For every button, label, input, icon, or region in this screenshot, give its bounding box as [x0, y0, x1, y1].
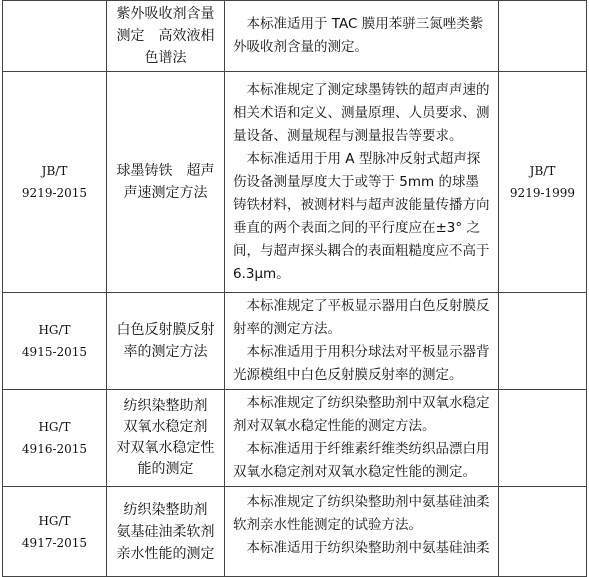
scope-paragraph: 本标准适用于纺织染整助剂中氨基硅油柔 — [246, 540, 490, 556]
standard-code: HG/T — [38, 323, 71, 337]
replaced-standard-cell — [499, 293, 587, 390]
standard-name-line: 纺织染整助剂 — [123, 501, 208, 518]
scope-paragraph: 本标准适用于 TAC 膜用苯骈三氮唑类紫外吸收剂含量的测定。 — [233, 16, 484, 55]
scope-paragraph: 本标准适用于纤维素纤维类纺织品漂白用双氧水稳定剂对双氧水稳定性能的测定。 — [233, 441, 490, 480]
standard-year: 9219-2015 — [21, 186, 88, 200]
standard-scope-cell — [225, 72, 499, 293]
standard-year: 4917-2015 — [21, 535, 88, 550]
table-row — [3, 390, 587, 487]
standard-name-line: 氨基硅油柔软剂 — [116, 523, 215, 540]
standard-name-cell — [107, 293, 225, 390]
standard-code: HG/T — [38, 420, 71, 434]
standard-scope-cell — [225, 293, 499, 390]
standard-name-line: 率的测定方法 — [123, 344, 208, 360]
standard-name-line: 能的测定 — [137, 461, 194, 477]
table-row — [3, 487, 587, 577]
standard-name-line: 紫外吸收剂含量 — [116, 6, 215, 22]
standard-code: HG/T — [38, 513, 71, 528]
standard-name-cell — [107, 72, 225, 293]
scope-paragraph: 本标准规定了纺织染整助剂中氨基硅油柔软剂亲水性能测定的试验方法。 — [233, 494, 490, 533]
standard-scope-cell — [225, 390, 499, 487]
standard-code: JB/T — [41, 164, 68, 178]
standard-name-cell — [107, 390, 225, 487]
replaced-standard-cell — [499, 1, 587, 72]
standard-name-line: 亲水性能的测定 — [116, 545, 215, 562]
standard-name-line: 声速测定方法 — [123, 185, 208, 201]
table-row — [3, 72, 587, 293]
standard-code-cell — [3, 390, 107, 487]
standard-year: 4916-2015 — [21, 442, 88, 456]
standard-name-cell — [107, 487, 225, 577]
replaced-standard-cell — [499, 487, 587, 577]
standards-table — [2, 0, 587, 577]
standard-code-cell — [3, 487, 107, 577]
scope-paragraph: 本标准规定了纺织染整助剂中双氧水稳定剂对双氧水稳定性能的测定方法。 — [233, 395, 490, 434]
table-row — [3, 293, 587, 390]
standard-name-line: 纺织染整助剂 — [123, 398, 208, 414]
standard-scope-cell — [225, 487, 499, 577]
standard-code-cell — [3, 1, 107, 72]
standard-scope-cell — [225, 1, 499, 72]
scope-paragraph: 本标准适用于用积分球法对平板显示器背光源模组中白色反射膜反射率的测定。 — [233, 344, 490, 383]
scope-paragraph: 本标准适用于用 A 型脉冲反射式超声探伤设备测量厚度大于或等于 5mm 的球墨铸铁材料，被测材料与超声波能量传播方向垂直的两个表面之间的平行度应在±3° 之间，与超声探头耦合的表面粗糙度应不高于 6.3μm。 — [233, 150, 490, 282]
standard-name-cell — [107, 1, 225, 72]
table-row — [3, 1, 587, 72]
standard-name-line: 双氧水稳定剂 — [123, 419, 208, 435]
scope-paragraph: 本标准规定了平板显示器用白色反射膜反射率的测定方法。 — [233, 298, 490, 337]
replaced-standard: JB/T 9219-1999 — [509, 164, 576, 200]
standard-name-line: 球墨铸铁 超声 — [116, 163, 215, 179]
standard-year: 4915-2015 — [21, 345, 88, 359]
replaced-standard-cell — [499, 72, 587, 293]
standard-code-cell — [3, 293, 107, 390]
replaced-standard-cell — [499, 390, 587, 487]
standard-name-line: 对双氧水稳定性 — [116, 440, 215, 456]
standard-code-cell — [3, 72, 107, 293]
standard-name-line: 白色反射膜反射 — [116, 322, 215, 338]
scope-paragraph: 本标准规定了测定球墨铸铁的超声声速的相关术语和定义、测量原理、人员要求、测量设备、测量规程与测量报告等要求。 — [233, 81, 490, 144]
standard-name-line: 测定 高效液相 — [116, 28, 215, 44]
standard-name-line: 色谱法 — [144, 50, 187, 66]
